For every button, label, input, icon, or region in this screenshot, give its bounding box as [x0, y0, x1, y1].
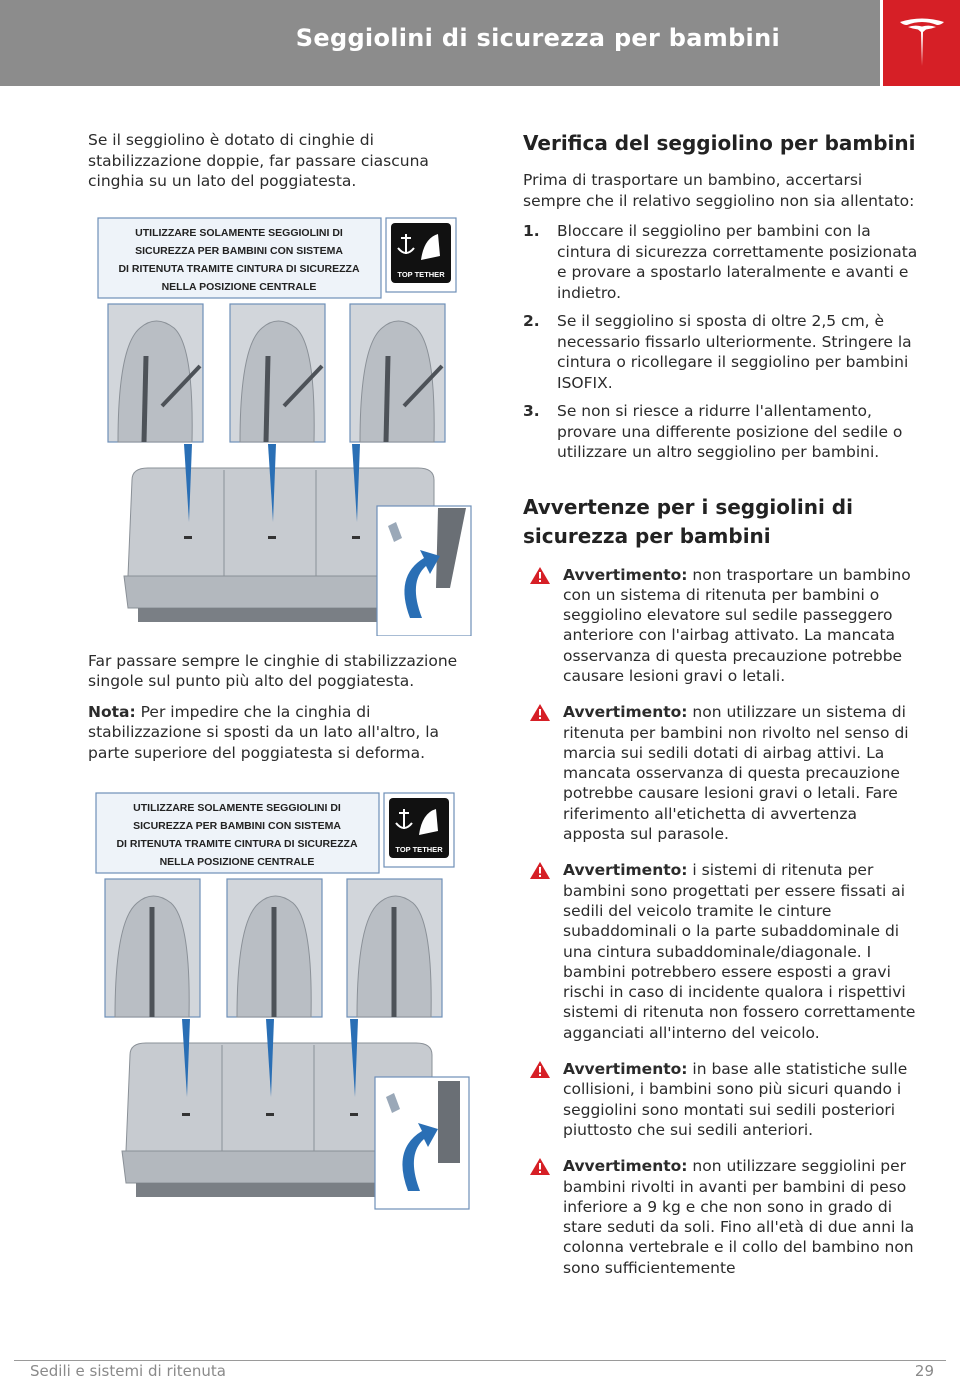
- warning-icon: [529, 703, 551, 722]
- warning-icon: [529, 1060, 551, 1079]
- intro-paragraph: Prima di trasportare un bambino, accertarsi sempre che il relativo seggiolino non sia allentato:: [523, 171, 915, 210]
- rear-seat-illustration-2: [88, 791, 472, 1211]
- label-line-2: SICUREZZA PER BAMBINI CON SISTEMA: [133, 820, 341, 832]
- child-seat-figure-2: [88, 791, 468, 1231]
- warning-item: Avvertimento: in base alle statistiche sulle collisioni, i bambini sono più sicuri quando i seggiolini sono montati sui sedili posteriori piuttosto che sui sedili anteriori.: [523, 1059, 923, 1140]
- warning-item: Avvertimento: non utilizzare seggiolini per bambini rivolti in avanti per bambini di peso inferiore a 9 kg e che non sono in grado di stare seduti da soli. Fino all'età di due anni la colonna vertebrale e il collo del bambino non sono sufficientemente: [523, 1156, 923, 1278]
- warning-icon: [529, 861, 551, 880]
- warning-item: Avvertimento: non trasportare un bambino con un sistema di ritenuta per bambini o seggiolino elevatore sul sedile passeggero anteriore con l'airbag attivato. La mancata osservanza di questa precauzione potrebbe causare lesioni gravi o letali.: [523, 565, 923, 687]
- top-tether-label: TOP TETHER: [395, 845, 443, 854]
- list-item: 2. Se il seggiolino si sposta di oltre 2,5 cm, è necessario fissarlo ulteriormente. Stringere la cintura o ricollegare il seggiolino per bambini ISOFIX.: [523, 312, 912, 392]
- page-header: [0, 0, 880, 86]
- label-line-2: SICUREZZA PER BAMBINI CON SISTEMA: [135, 244, 343, 257]
- warning-icon: [529, 566, 551, 585]
- label-line-4: NELLA POSIZIONE CENTRALE: [159, 856, 315, 868]
- headrest-inset-center: [230, 304, 325, 442]
- rear-seat-illustration: [88, 216, 472, 636]
- note-text: Per impedire che la cinghia di stabilizzazione si sposti da un lato all'altro, la parte superiore del poggiatesta si deforma.: [88, 702, 440, 762]
- label-line-1: UTILIZZARE SOLAMENTE SEGGIOLINI DI: [133, 802, 341, 814]
- label-line-3: DI RITENUTA TRAMITE CINTURA DI SICUREZZA: [118, 262, 360, 275]
- left-column: [88, 130, 468, 1231]
- isofix-inset: [377, 506, 471, 636]
- headrest-inset-right: [347, 879, 442, 1017]
- label-line-4: NELLA POSIZIONE CENTRALE: [161, 280, 317, 293]
- headrest-inset-center: [227, 879, 322, 1017]
- paragraph-single-strap: Far passare sempre le cinghie di stabilizzazione singole sul punto più alto del poggiatesta.: [88, 651, 458, 690]
- footer-section: Sedili e sistemi di ritenuta: [30, 1362, 226, 1380]
- warning-item: Avvertimento: i sistemi di ritenuta per bambini sono progettati per essere fissati ai sedili del veicolo tramite le cinture subaddominali o la parte subaddominale di una cintura subaddominale/diagonale. I bambini potrebbero essere esposti a gravi rischi in caso di incidente qualora i rispettivi sistemi di ritenuta non fossero correttamente agganciati all'interno del veicolo.: [523, 860, 923, 1043]
- right-column: [523, 130, 923, 1294]
- page-number: 29: [914, 1362, 934, 1380]
- tesla-logo: [883, 0, 960, 86]
- list-item: 3. Se non si riesce a ridurre l'allentamento, provare una differente posizione del sedile o utilizzare un altro seggiolino per bambini.: [523, 402, 903, 461]
- label-line-1: UTILIZZARE SOLAMENTE SEGGIOLINI DI: [135, 226, 343, 239]
- isofix-inset: [375, 1077, 469, 1209]
- list-item: 1. Bloccare il seggiolino per bambini con la cintura di sicurezza correttamente posizionata e provare a spostarlo lateralmente e avanti e indietro.: [523, 222, 918, 302]
- warning-icon: [529, 1157, 551, 1176]
- note-label: Nota:: [88, 702, 136, 721]
- tesla-logo-icon: [897, 16, 947, 70]
- section-heading-verify: Verifica del seggiolino per bambini: [523, 131, 916, 155]
- headrest-inset-left: [105, 879, 200, 1017]
- note: [88, 702, 468, 764]
- footer-divider: [14, 1360, 946, 1361]
- section-heading-warnings: Avvertenze per i seggiolini di sicurezza per bambini: [523, 494, 853, 548]
- label-line-3: DI RITENUTA TRAMITE CINTURA DI SICUREZZA: [116, 838, 358, 850]
- top-tether-label: TOP TETHER: [397, 269, 445, 279]
- child-seat-figure-1: [88, 216, 468, 651]
- paragraph-dual-straps: Se il seggiolino è dotato di cinghie di stabilizzazione doppie, far passare ciascuna cinghia su un lato del poggiatesta.: [88, 131, 429, 190]
- page-title: Seggiolini di sicurezza per bambini: [295, 24, 780, 52]
- headrest-inset-left: [108, 304, 203, 442]
- verification-steps: [523, 221, 923, 463]
- warning-item: Avvertimento: non utilizzare un sistema di ritenuta per bambini non rivolto nel senso di marcia sui sedili dotati di airbag attivi. La mancata osservanza di questa precauzione potrebbe causare lesioni gravi o letali. Fare riferimento all'etichetta di avvertenza apposta sul parasole.: [523, 702, 923, 844]
- headrest-inset-right: [350, 304, 445, 442]
